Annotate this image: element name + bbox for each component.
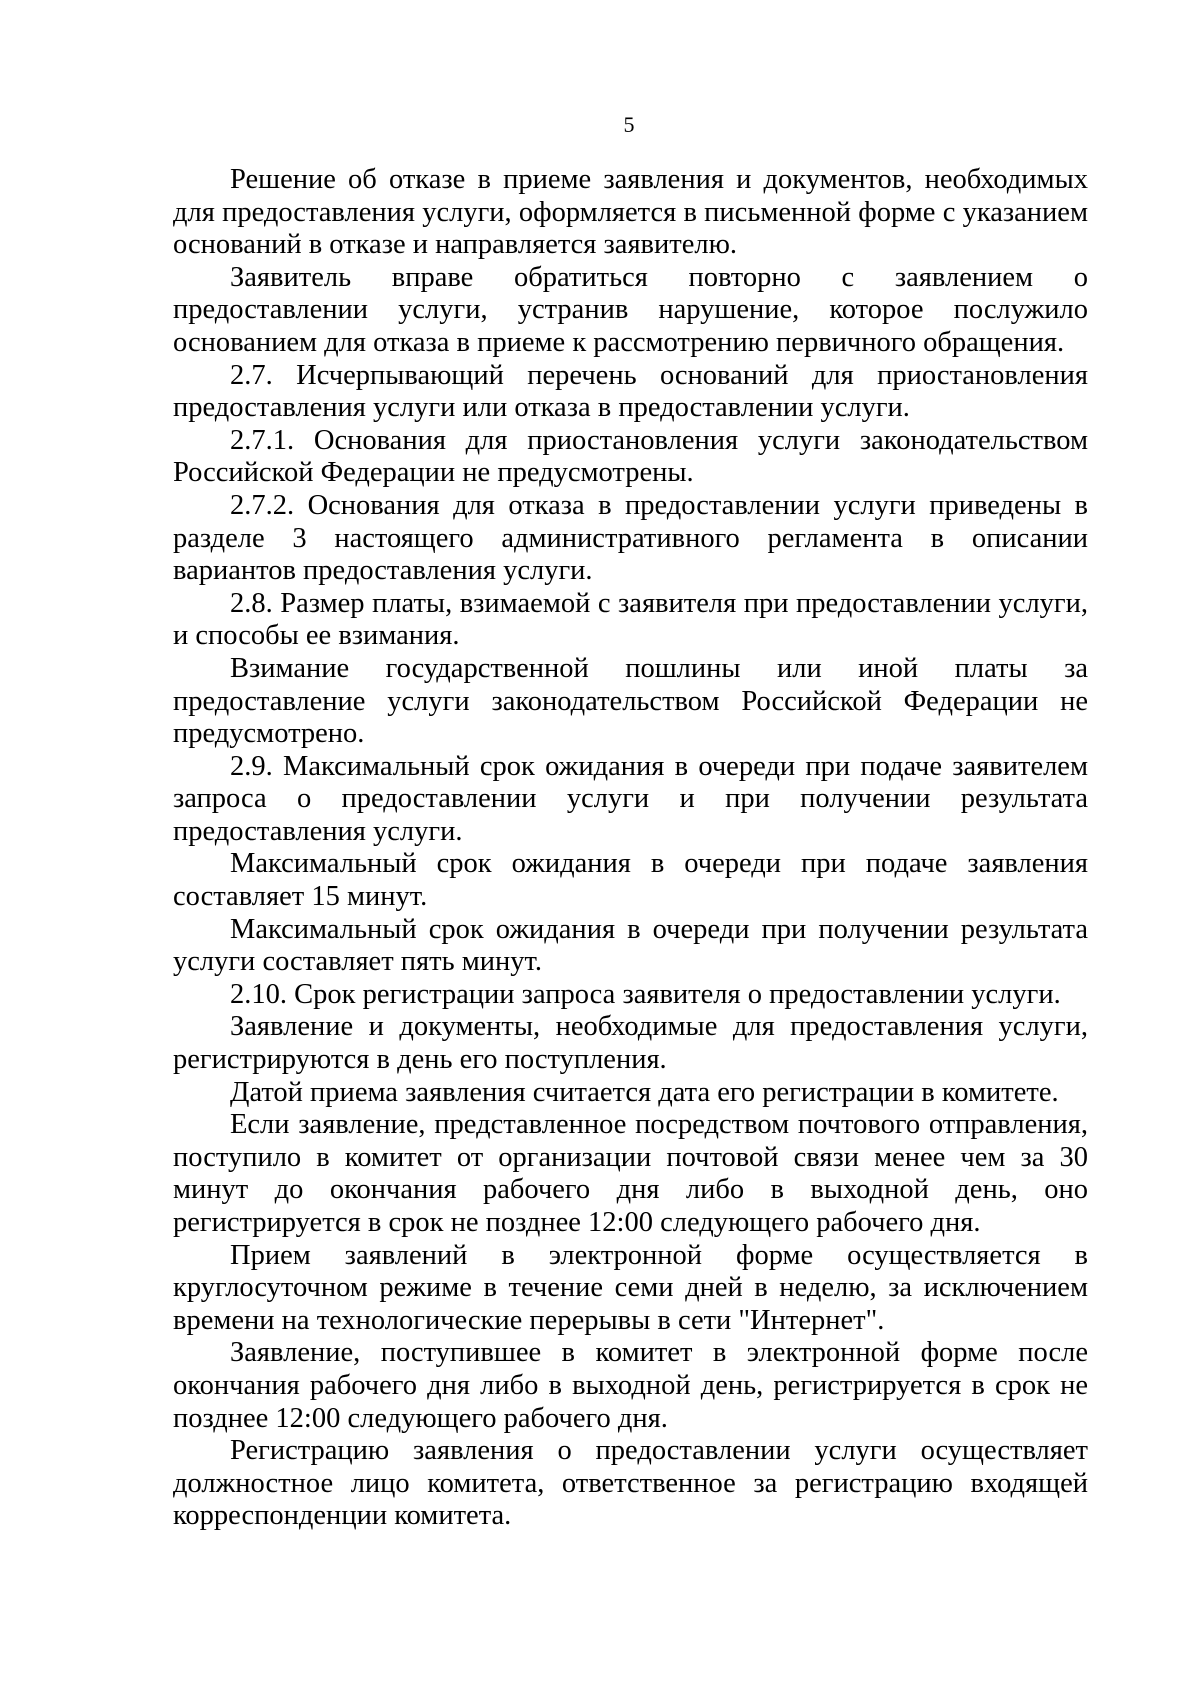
paragraph-section-2-8: 2.8. Размер платы, взимаемой с заявителя при предоставлении услуги, и способы ее взимания.: [173, 587, 1088, 652]
paragraph-registration-day: Заявление и документы, необходимые для предоставления услуги, регистрируются в день его поступления.: [173, 1011, 1088, 1076]
paragraph-section-2-10: 2.10. Срок регистрации запроса заявителя о предоставлении услуги.: [230, 978, 1061, 1010]
paragraph-electronic-acceptance: Прием заявлений в электронной форме осуществляется в круглосуточном режиме в течение семи дней в неделю, за исключением времени на технологические перерывы в сети "Интернет".: [173, 1239, 1088, 1336]
paragraph-registration-officer: Регистрацию заявления о предоставлении услуги осуществляет должностное лицо комитета, ответственное за регистрацию входящей корреспонденции комитета.: [173, 1435, 1088, 1532]
paragraph-wait-submission: Максимальный срок ожидания в очереди при подаче заявления составляет 15 минут.: [173, 848, 1088, 913]
paragraph-postal-registration: Если заявление, представленное посредством почтового отправления, поступило в комитет от организации почтовой связи менее чем за 30 минут до окончания рабочего дня либо в выходной день, оно регистрируется в срок не позднее 12:00 следующего рабочего дня.: [173, 1109, 1088, 1238]
paragraph-section-2-7-2: 2.7.2. Основания для отказа в предоставлении услуги приведены в разделе 3 настоящего административного регламента в описании вариантов предоставления услуги.: [173, 489, 1088, 587]
paragraph-electronic-registration: Заявление, поступившее в комитет в электронной форме после окончания рабочего дня либо в выходной день, регистрируется в срок не позднее 12:00 следующего рабочего дня.: [173, 1337, 1088, 1434]
paragraph-refusal-decision: Решение об отказе в приеме заявления и документов, необходимых для предоставления услуги, оформляется в письменной форме с указанием оснований в отказе и направляется заявителю.: [173, 164, 1088, 261]
page-number: 5: [623, 112, 635, 137]
document-body: [173, 164, 1088, 1533]
paragraph-section-2-7-1: 2.7.1. Основания для приостановления услуги законодательством Российской Федерации не предусмотрены.: [173, 424, 1088, 489]
paragraph-repeat-application: Заявитель вправе обратиться повторно с заявлением о предоставлении услуги, устранив нарушение, которое послужило основанием для отказа в приеме к рассмотрению первичного обращения.: [173, 261, 1088, 358]
paragraph-section-2-7: 2.7. Исчерпывающий перечень оснований для приостановления предоставления услуги или отказа в предоставлении услуги.: [173, 359, 1088, 424]
paragraph-wait-result: Максимальный срок ожидания в очереди при получении результата услуги составляет пять минут.: [173, 913, 1088, 978]
paragraph-acceptance-date: Датой приема заявления считается дата его регистрации в комитете.: [230, 1076, 1059, 1108]
paragraph-section-2-9: 2.9. Максимальный срок ожидания в очереди при подаче заявителем запроса о предоставлении услуги и при получении результата предоставления услуги.: [173, 750, 1088, 847]
paragraph-fee: Взимание государственной пошлины или иной платы за предоставление услуги законодательством Российской Федерации не предусмотрено.: [173, 652, 1088, 750]
